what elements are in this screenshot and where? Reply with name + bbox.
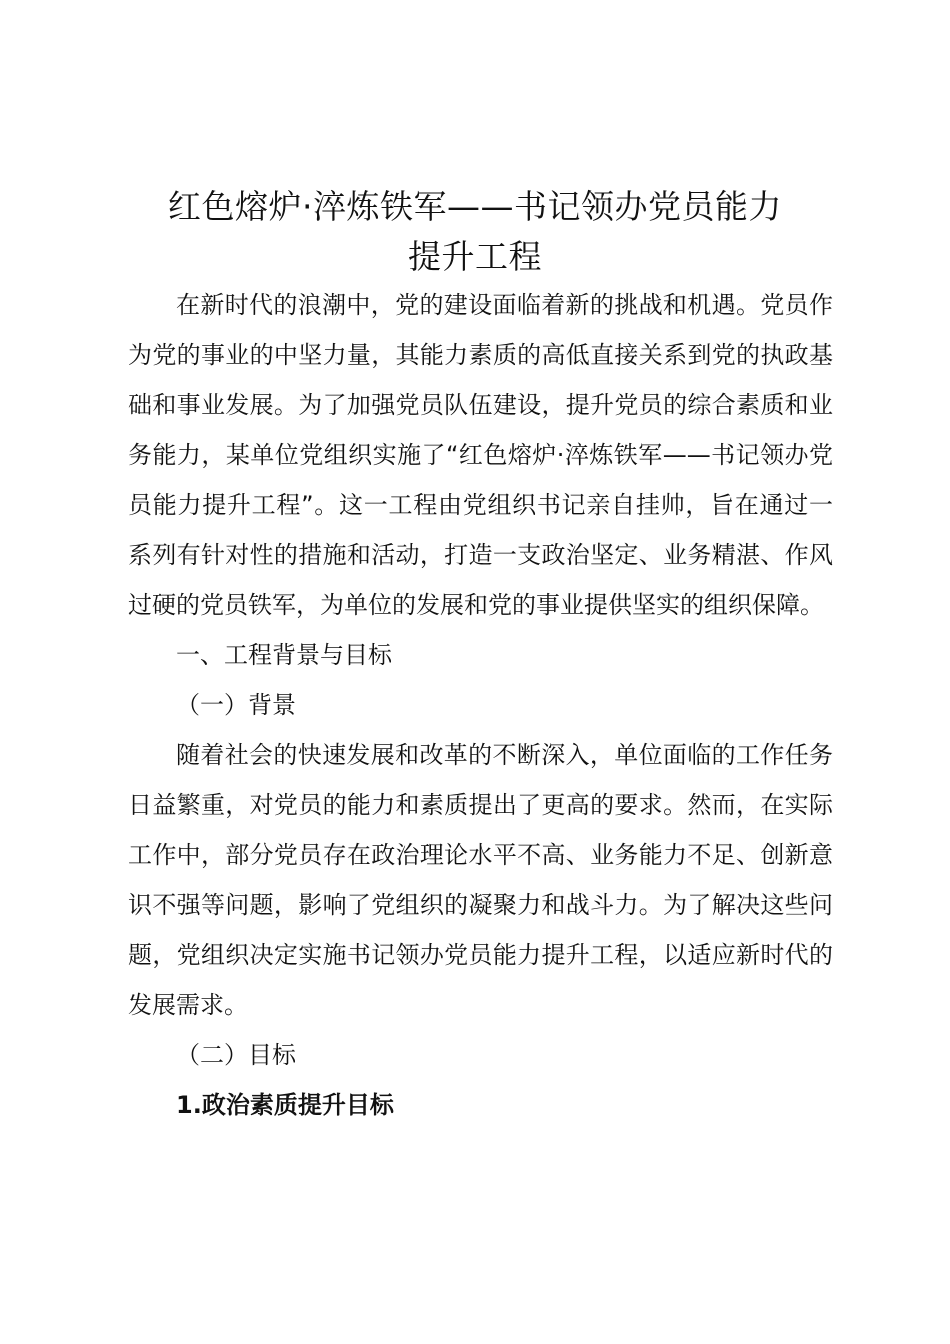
goal-heading-political-quality: 1.政治素质提升目标 — [176, 1091, 394, 1119]
background-paragraph: 随着社会的快速发展和改革的不断深入，单位面临的工作任务日益繁重，对党员的能力和素质提出了更高的要求。然而，在实际工作中，部分党员存在政治理论水平不高、业务能力不足、创新意识不强等问题，影响了党组织的凝聚力和战斗力。为了解决这些问题，党组织决定实施书记领办党员能力提升工程，以适应新时代的发展需求。 — [128, 741, 833, 1019]
document-title — [120, 182, 830, 282]
subheading-goals: （二）目标 — [176, 1041, 296, 1069]
section-heading-background-goals: 一、工程背景与目标 — [176, 641, 392, 669]
intro-paragraph: 在新时代的浪潮中，党的建设面临着新的挑战和机遇。党员作为党的事业的中坚力量，其能力素质的高低直接关系到党的执政基础和事业发展。为了加强党员队伍建设，提升党员的综合素质和业务能力，某单位党组织实施了“红色熔炉·淬炼铁军——书记领办党员能力提升工程”。这一工程由党组织书记亲自挂帅，旨在通过一系列有针对性的措施和活动，打造一支政治坚定、业务精湛、作风过硬的党员铁军，为单位的发展和党的事业提供坚实的组织保障。 — [128, 291, 833, 619]
subheading-background: （一）背景 — [176, 691, 296, 719]
title-line-1: 红色熔炉·淬炼铁军——书记领办党员能力 — [168, 187, 782, 226]
document-body — [128, 280, 833, 1130]
title-line-2: 提升工程 — [408, 237, 542, 276]
